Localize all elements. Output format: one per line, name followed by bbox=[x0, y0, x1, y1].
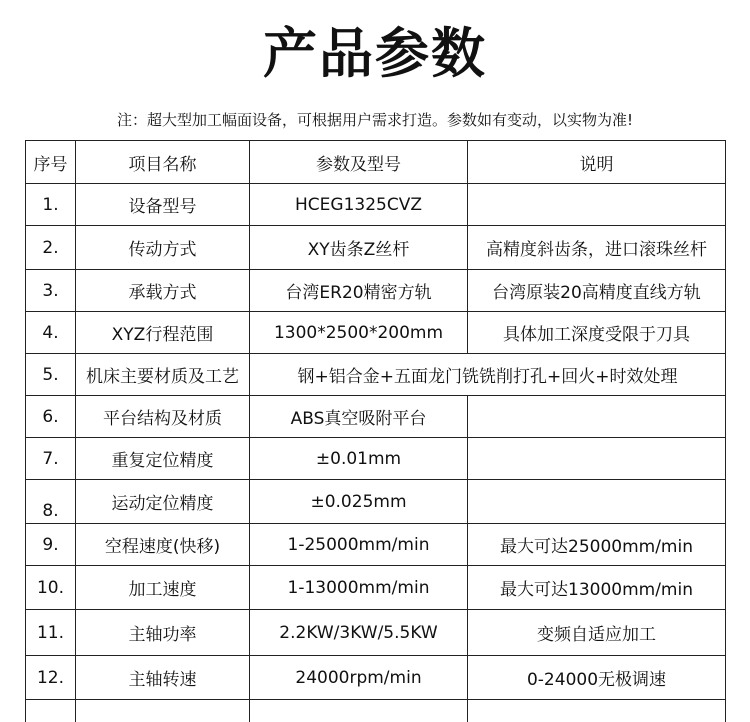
row-no: 2. bbox=[26, 226, 76, 270]
row-desc: 具体加工深度受限于刀具 bbox=[468, 312, 726, 354]
row-desc: 高精度斜齿条，进口滚珠丝杆 bbox=[468, 226, 726, 270]
row-no: 12. bbox=[26, 656, 76, 700]
row-param-merged: 钢+铝合金+五面龙门铣铣削打孔+回火+时效处理 bbox=[250, 354, 726, 396]
row-no: 10. bbox=[26, 566, 76, 610]
table-row bbox=[26, 270, 726, 312]
row-no: 4. bbox=[26, 312, 76, 354]
header-param: 参数及型号 bbox=[250, 141, 468, 184]
row-param: 1-25000mm/min bbox=[250, 524, 468, 566]
table-row bbox=[26, 566, 726, 610]
row-item: 机床主要材质及工艺 bbox=[76, 354, 250, 396]
table-row bbox=[26, 312, 726, 354]
row-param: 24000rpm/min bbox=[250, 656, 468, 700]
row-no: 6. bbox=[26, 396, 76, 438]
row-item: 主轴功率 bbox=[76, 610, 250, 656]
header-item: 项目名称 bbox=[76, 141, 250, 184]
row-desc: 最大可达25000mm/min bbox=[468, 524, 726, 566]
row-param: 1300*2500*200mm bbox=[250, 312, 468, 354]
row-desc bbox=[468, 480, 726, 524]
row-param: ±0.01mm bbox=[250, 438, 468, 480]
row-item: 设备型号 bbox=[76, 184, 250, 226]
row-item: 空程速度(快移) bbox=[76, 524, 250, 566]
row-desc bbox=[468, 396, 726, 438]
row-desc: 0-24000无极调速 bbox=[468, 656, 726, 700]
row-no: 11. bbox=[26, 610, 76, 656]
table-row bbox=[26, 480, 726, 524]
row-param: ±0.025mm bbox=[250, 480, 468, 524]
row-item: XYZ行程范围 bbox=[76, 312, 250, 354]
row-param-empty bbox=[250, 700, 468, 722]
row-item: 重复定位精度 bbox=[76, 438, 250, 480]
table-row-partial bbox=[26, 700, 726, 722]
row-param: 台湾ER20精密方轨 bbox=[250, 270, 468, 312]
row-desc bbox=[468, 438, 726, 480]
row-no: 5. bbox=[26, 354, 76, 396]
row-no-empty bbox=[26, 700, 76, 722]
row-desc: 变频自适应加工 bbox=[468, 610, 726, 656]
row-item: 主轴转速 bbox=[76, 656, 250, 700]
table-row bbox=[26, 226, 726, 270]
header-no: 序号 bbox=[26, 141, 76, 184]
table-row bbox=[26, 354, 726, 396]
row-item-empty bbox=[76, 700, 250, 722]
table-row bbox=[26, 656, 726, 700]
table-header-row bbox=[26, 141, 726, 184]
row-item: 加工速度 bbox=[76, 566, 250, 610]
row-item: 运动定位精度 bbox=[76, 480, 250, 524]
row-desc: 台湾原装20高精度直线方轨 bbox=[468, 270, 726, 312]
table-row bbox=[26, 184, 726, 226]
table-row bbox=[26, 610, 726, 656]
row-item: 平台结构及材质 bbox=[76, 396, 250, 438]
row-no: 9. bbox=[26, 524, 76, 566]
row-item: 传动方式 bbox=[76, 226, 250, 270]
row-desc-empty bbox=[468, 700, 726, 722]
row-no: 7. bbox=[26, 438, 76, 480]
row-param: XY齿条Z丝杆 bbox=[250, 226, 468, 270]
row-no: 3. bbox=[26, 270, 76, 312]
table-row bbox=[26, 396, 726, 438]
table-row bbox=[26, 524, 726, 566]
row-param: 2.2KW/3KW/5.5KW bbox=[250, 610, 468, 656]
note-text: 注：超大型加工幅面设备，可根据用户需求打造。参数如有变动，以实物为准! bbox=[0, 108, 750, 132]
row-param: 1-13000mm/min bbox=[250, 566, 468, 610]
row-param: ABS真空吸附平台 bbox=[250, 396, 468, 438]
row-desc bbox=[468, 184, 726, 226]
row-no: 1. bbox=[26, 184, 76, 226]
row-desc: 最大可达13000mm/min bbox=[468, 566, 726, 610]
table-row bbox=[26, 438, 726, 480]
spec-table bbox=[25, 140, 726, 722]
row-param: HCEG1325CVZ bbox=[250, 184, 468, 226]
header-desc: 说明 bbox=[468, 141, 726, 184]
row-no: 8. bbox=[26, 480, 76, 524]
row-item: 承载方式 bbox=[76, 270, 250, 312]
page-title: 产品参数 bbox=[0, 18, 750, 90]
